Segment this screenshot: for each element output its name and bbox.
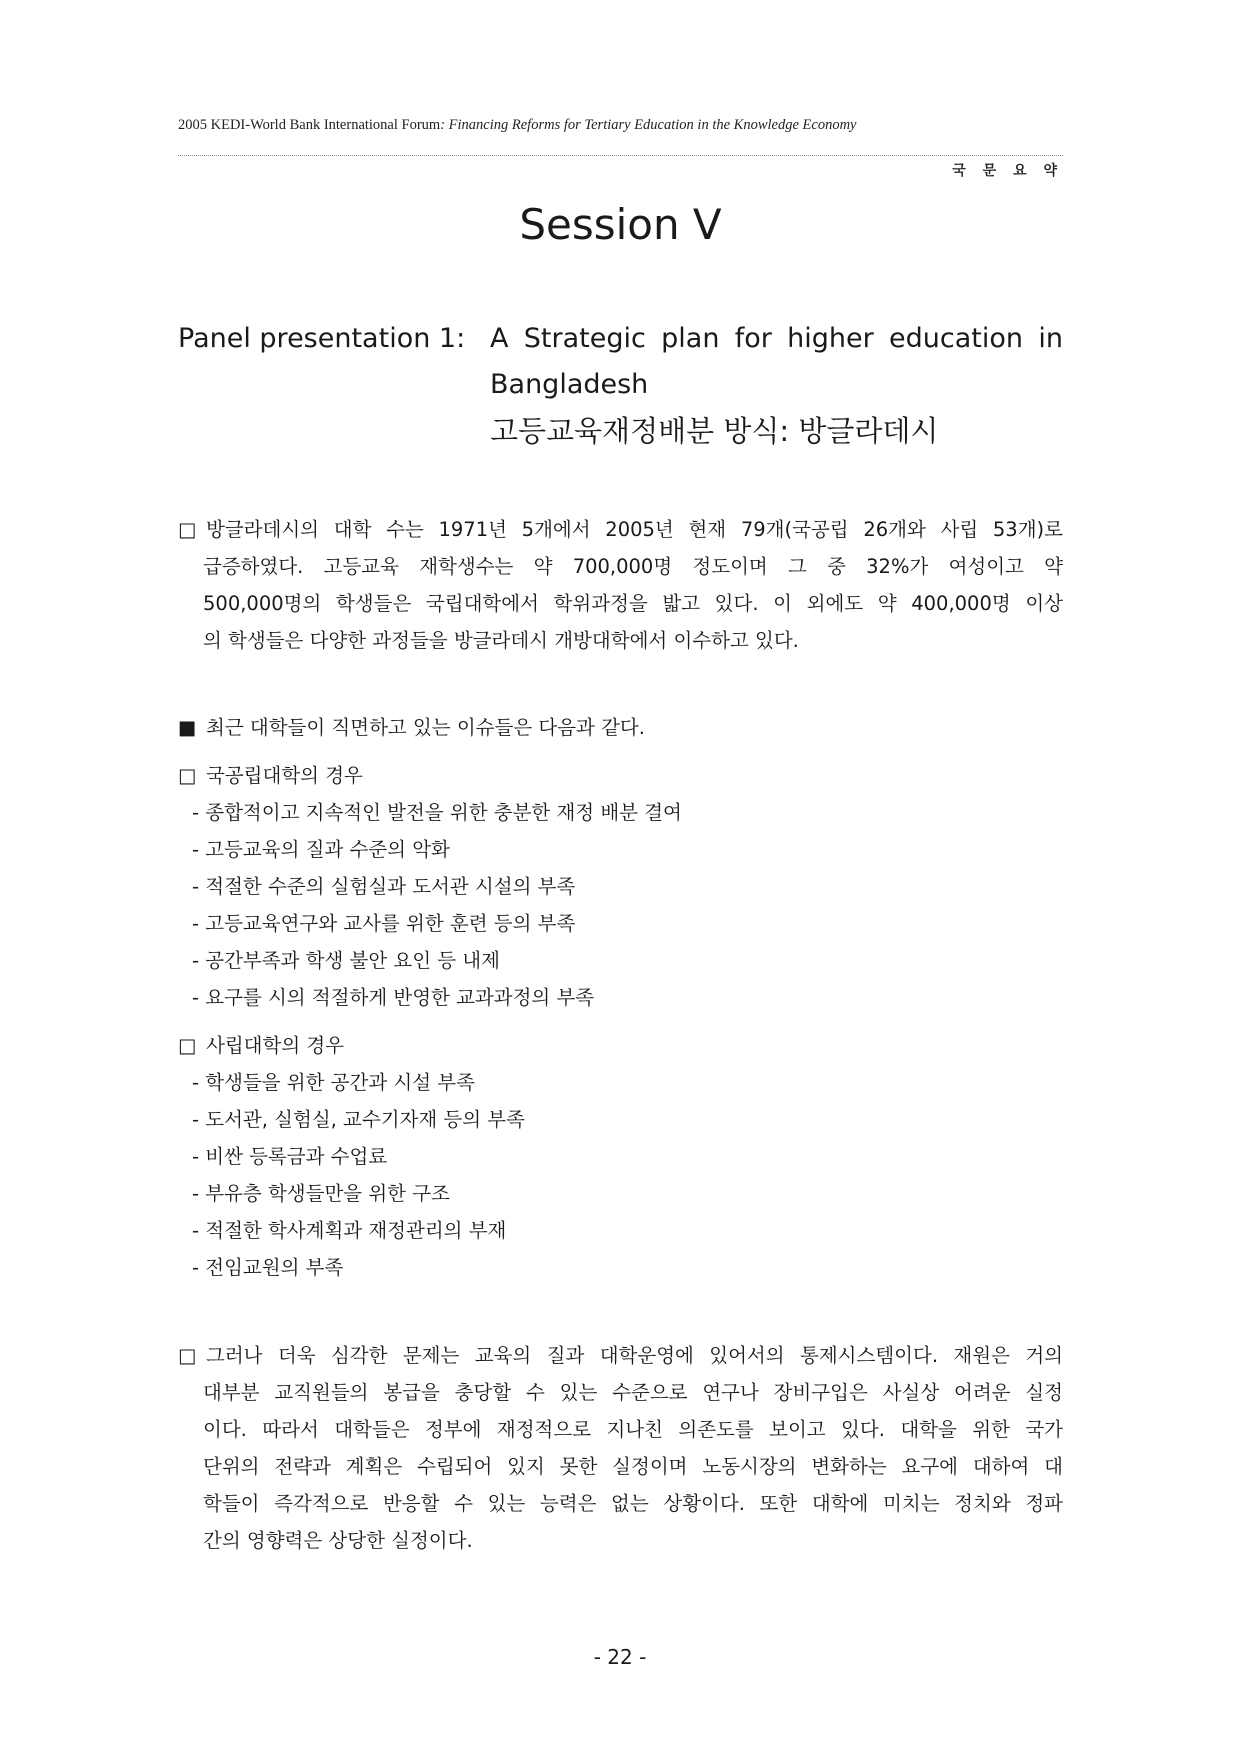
paragraph-line: 500,000명의 학생들은 국립대학에서 학위과정을 밟고 있다. 이 외에도 약 400,000명 이상 xyxy=(203,592,1063,615)
list-item: - 종합적이고 지속적인 발전을 위한 충분한 재정 배분 결여 xyxy=(192,801,682,824)
closing-paragraph xyxy=(178,1337,1063,1559)
intro-paragraph xyxy=(178,511,1063,659)
title-word: education xyxy=(889,323,1024,354)
list-item: - 적절한 학사계획과 재정관리의 부재 xyxy=(192,1219,507,1242)
panel-title-korean: 고등교육재정배분 방식: 방글라데시 xyxy=(490,414,939,448)
list-item: - 전임교원의 부족 xyxy=(192,1256,344,1279)
paragraph-line: 단위의 전략과 계획은 수립되어 있지 못한 실정이며 노동시장의 변화하는 요구에 대하여 대 xyxy=(203,1455,1063,1478)
title-word: in xyxy=(1038,323,1063,354)
panel-title-line2: Bangladesh xyxy=(490,369,649,400)
page-number: - 22 - xyxy=(593,1645,647,1669)
list-item: - 요구를 시의 적절하게 반영한 교과과정의 부족 xyxy=(192,986,595,1009)
list-item: - 도서관, 실험실, 교수기자재 등의 부족 xyxy=(192,1108,525,1131)
paragraph-line: 대부분 교직원들의 봉급을 충당할 수 있는 수준으로 연구나 장비구입은 사실상 어려운 실정 xyxy=(203,1381,1063,1404)
header-forum-subtitle: : Financing Reforms for Tertiary Education in the Knowledge Economy xyxy=(440,117,857,133)
panel-label: Panel presentation 1: xyxy=(178,323,466,354)
paragraph-line: 방글라데시의 대학 수는 1971년 5개에서 2005년 현재 79개(국공립 26개와 사립 53개)로 xyxy=(206,518,1063,541)
section-tag: 국 문 요 약 xyxy=(952,163,1063,179)
paragraph-line: 학들이 즉각적으로 반응할 수 있는 능력은 없는 상황이다. 또한 대학에 미치는 정치와 정파 xyxy=(203,1492,1063,1515)
list-item: - 고등교육의 질과 수준의 악화 xyxy=(192,838,450,861)
title-word: higher xyxy=(787,323,874,354)
list-item: - 공간부족과 학생 불안 요인 등 내제 xyxy=(192,949,500,972)
filled-square-bullet-icon: ■ xyxy=(178,716,197,739)
checkbox-bullet-icon: □ xyxy=(178,1034,197,1057)
running-header xyxy=(178,117,1063,134)
paragraph-line: 그러나 더욱 심각한 문제는 교육의 질과 대학운영에 있어서의 통제시스템이다. 재원은 거의 xyxy=(206,1344,1063,1367)
panel-title-line1 xyxy=(490,316,1063,362)
session-title: Session V xyxy=(519,200,722,249)
header-forum-name: 2005 KEDI-World Bank International Forum xyxy=(178,117,441,133)
title-word: for xyxy=(734,323,772,354)
section-heading: 국공립대학의 경우 xyxy=(206,764,363,787)
panel-title-block xyxy=(178,316,1063,454)
title-word: Strategic xyxy=(523,323,646,354)
public-university-section xyxy=(178,757,1063,1016)
list-item: - 고등교육연구와 교사를 위한 훈련 등의 부족 xyxy=(192,912,576,935)
checkbox-bullet-icon: □ xyxy=(178,518,197,541)
private-university-section xyxy=(178,1027,1063,1286)
paragraph-line: 간의 영향력은 상당한 실정이다. xyxy=(203,1529,473,1552)
list-item: - 부유층 학생들만을 위한 구조 xyxy=(192,1182,450,1205)
list-item: - 비싼 등록금과 수업료 xyxy=(192,1145,388,1168)
issues-heading xyxy=(178,709,1063,746)
header-divider xyxy=(178,155,1063,156)
paragraph-line: 의 학생들은 다양한 과정들을 방글라데시 개방대학에서 이수하고 있다. xyxy=(203,629,799,652)
checkbox-bullet-icon: □ xyxy=(178,1344,197,1367)
section-heading: 사립대학의 경우 xyxy=(206,1034,345,1057)
paragraph-line: 급증하였다. 고등교육 재학생수는 약 700,000명 정도이며 그 중 32%가 여성이고 약 xyxy=(203,555,1063,578)
checkbox-bullet-icon: □ xyxy=(178,764,197,787)
paragraph-line: 이다. 따라서 대학들은 정부에 재정적으로 지나친 의존도를 보이고 있다. 대학을 위한 국가 xyxy=(203,1418,1063,1441)
title-word: A xyxy=(490,323,509,354)
list-item: - 학생들을 위한 공간과 시설 부족 xyxy=(192,1071,475,1094)
issues-heading-text: 최근 대학들이 직면하고 있는 이슈들은 다음과 같다. xyxy=(206,716,645,739)
list-item: - 적절한 수준의 실험실과 도서관 시설의 부족 xyxy=(192,875,576,898)
title-word: plan xyxy=(661,323,720,354)
